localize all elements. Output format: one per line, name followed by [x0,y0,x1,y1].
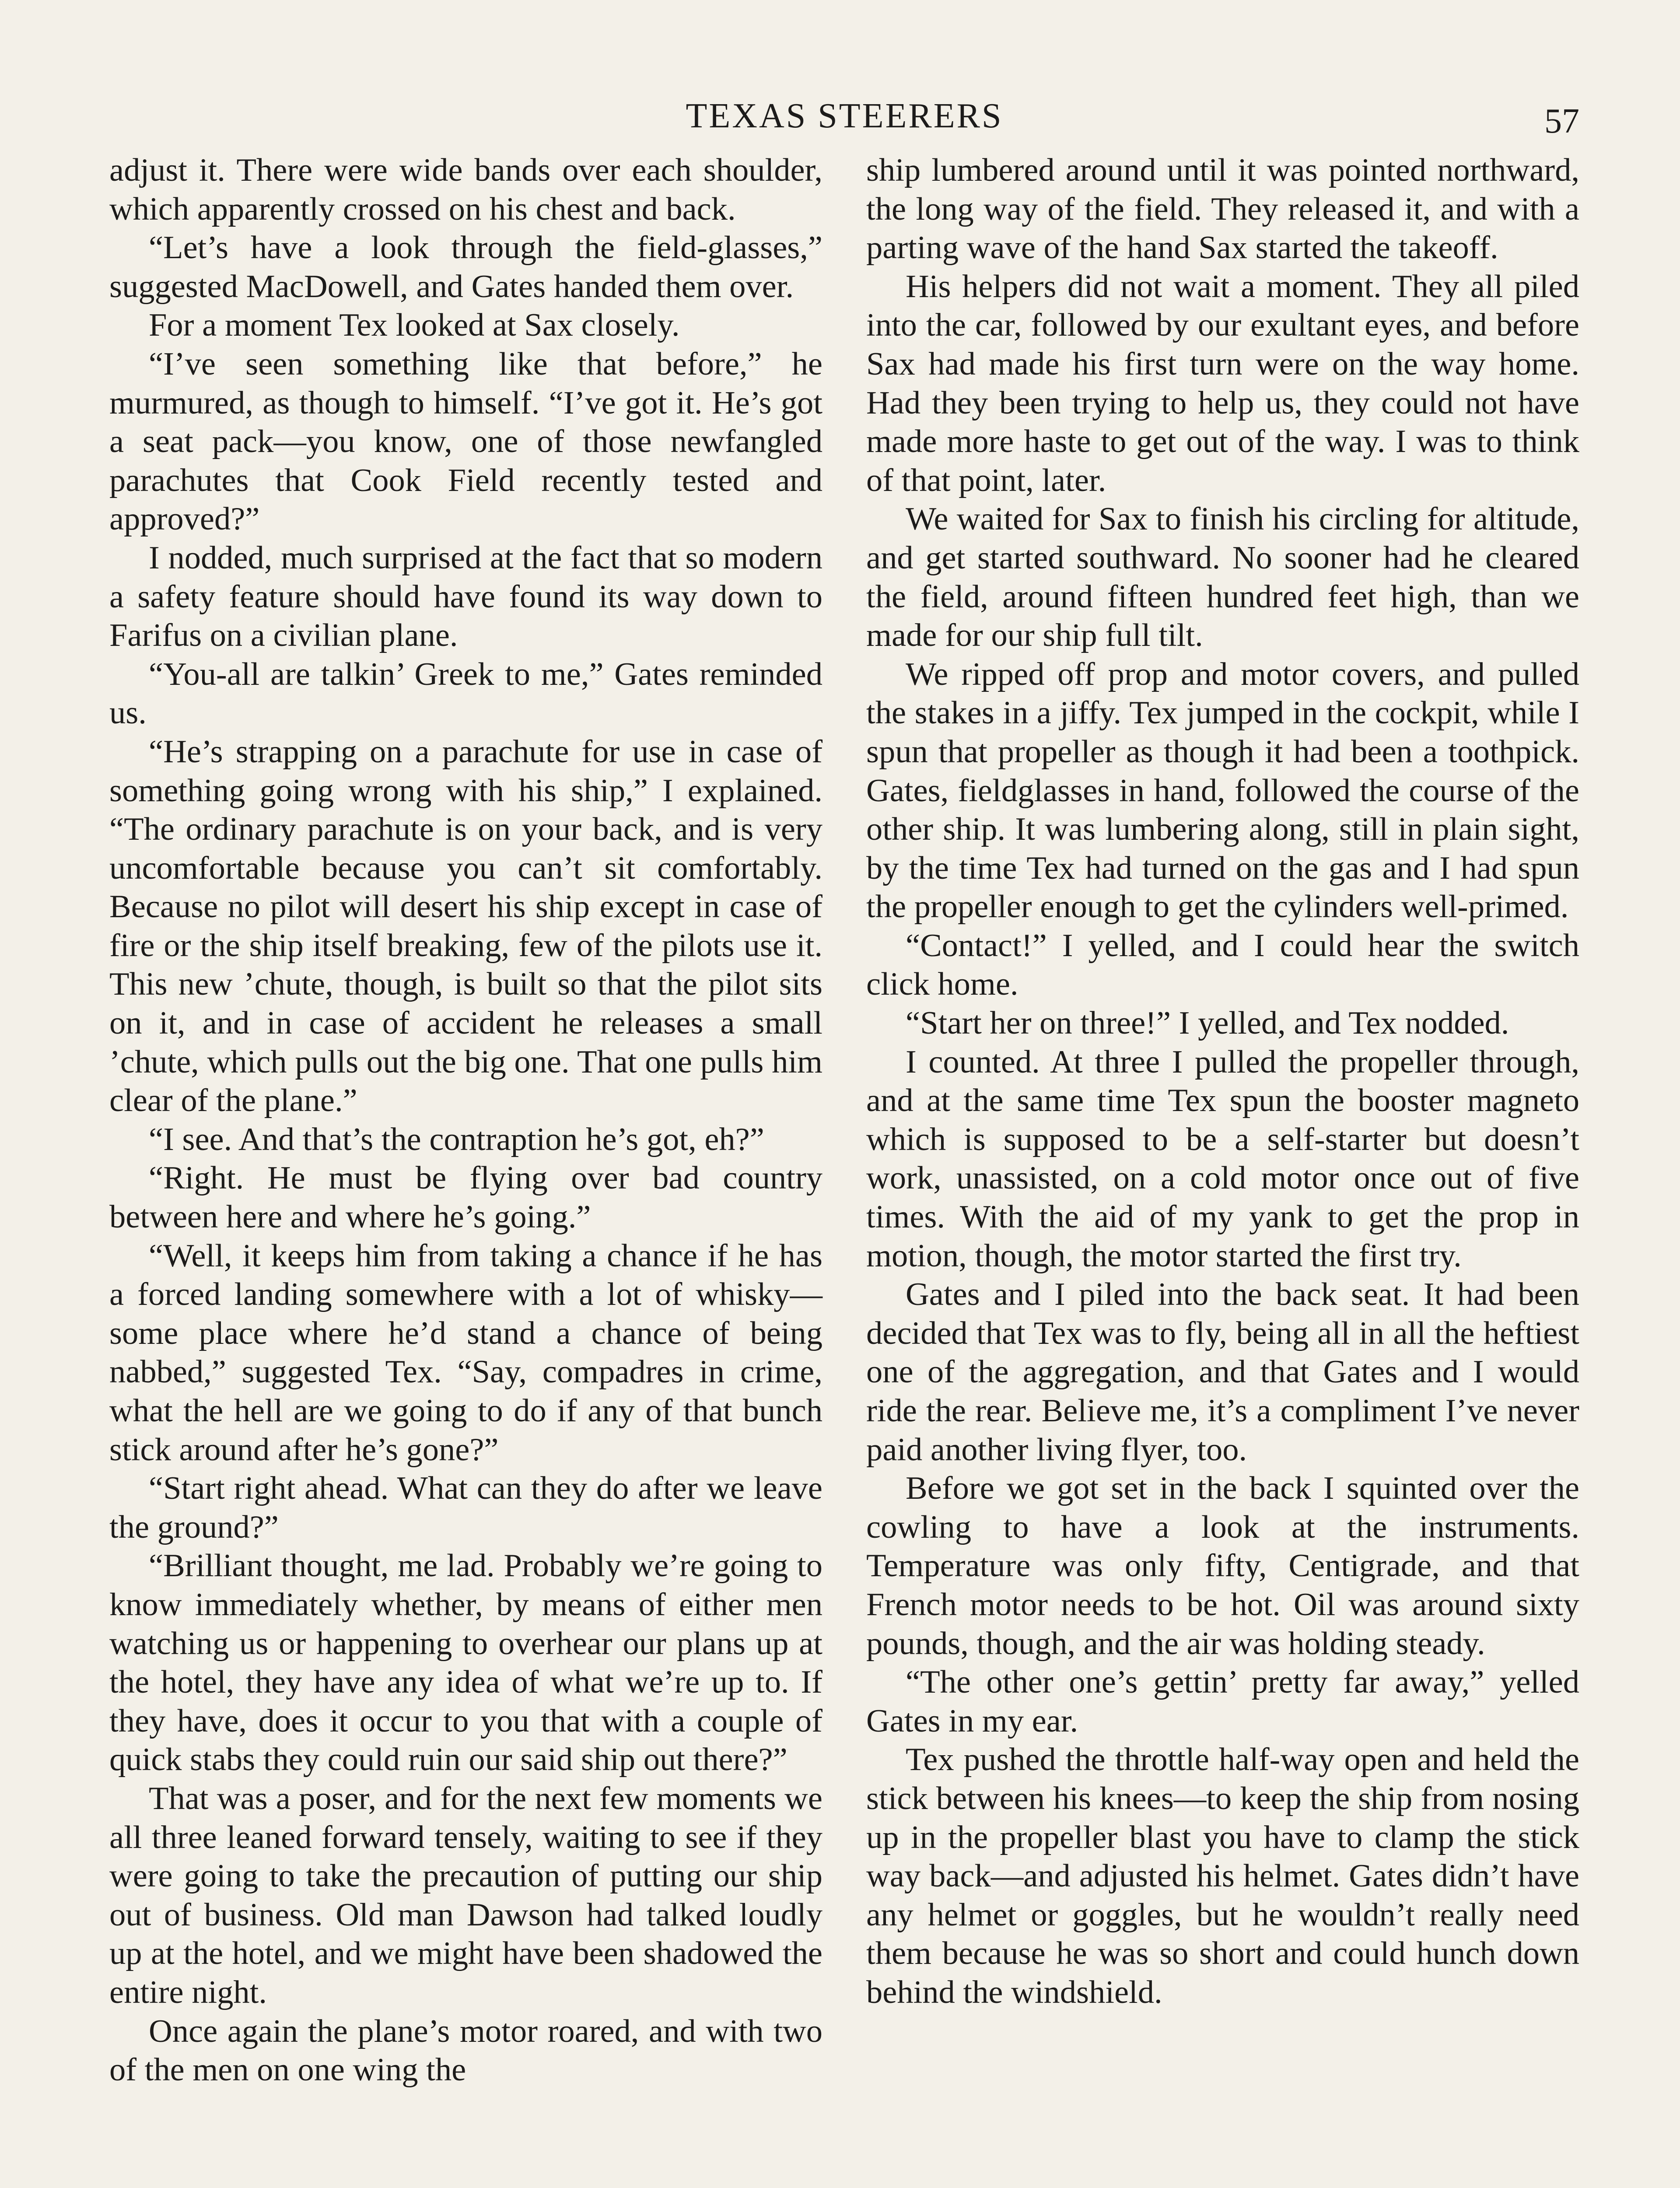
paragraph: I counted. At three I pulled the propeller through, and at the same time Tex spun the booster magneto which is supposed to be a self-starter but doesn’t work, unassisted, on a cold motor once out of five times. With the aid of my yank to get the prop in motion, though, the motor started the first try. [866,1044,1579,1274]
paragraph: Gates and I piled into the back seat. It had been decided that Tex was to fly, being all in all the heftiest one of the aggregation, and that Gates and I would ride the rear. Believe me, it’s a compliment I’ve never paid another living flyer, too. [866,1276,1579,1468]
paragraph: “Right. He must be flying over bad country between here and where he’s going.” [109,1160,822,1235]
page-number: 57 [1544,102,1579,140]
page-header [109,94,1579,142]
paragraph: “He’s strapping on a parachute for use in case of something going wrong with his ship,” I explained. “The ordinary parachute is on your back, and is very uncomfortable because you can’t sit comfortably. Because no pilot will desert his ship except in case of fire or the ship itself breaking, few of the pilots use it. This new ’chute, though, is built so that the pilot sits on it, and in case of accident he releases a small ’chute, which pulls out the big one. That one pulls him clear of the plane.” [109,733,822,1119]
paragraph: We waited for Sax to finish his circling for altitude, and get started southward. No sooner had he cleared the field, around fifteen hundred feet high, than we made for our ship full tilt. [866,501,1579,654]
paragraph: “Start her on three!” I yelled, and Tex nodded. [906,1005,1509,1041]
paragraph: “Contact!” I yelled, and I could hear the switch click home. [866,927,1579,1003]
paragraph: For a moment Tex looked at Sax closely. [149,307,680,344]
paragraph: “I see. And that’s the contraption he’s got, eh?” [149,1121,764,1157]
paragraph: Tex pushed the throttle half-way open and held the stick between his knees—to keep the ship from nosing up in the propeller blast you have to clamp the stick way back—and adjusted his helmet. Gates didn’t have any helmet or goggles, but he wouldn’t really need them because he was so short and could hunch down behind the windshield. [866,1742,1579,2010]
paragraph: That was a poser, and for the next few moments we all three leaned forward tensely, waiting to see if they were going to take the precaution of putting our ship out of business. Old man Dawson had talked loudly up at the hotel, and we might have been shadowed the entire night. [109,1780,822,2010]
right-column [866,151,1579,2012]
left-column [109,151,822,2090]
paragraph: His helpers did not wait a moment. They all piled into the car, followed by our exultant eyes, and before Sax had made his first turn were on the way home. Had they been trying to help us, they could not have made more haste to get out of the way. I was to think of that point, later. [866,268,1579,498]
paragraph: “I’ve seen something like that before,” he murmured, as though to himself. “I’ve got it. He’s got a seat pack—you know, one of those newfangled parachutes that Cook Field recently tested and approved?” [109,346,822,537]
paragraph: “The other one’s gettin’ pretty far away,” yelled Gates in my ear. [866,1664,1579,1739]
paragraph: I nodded, much surprised at the fact that so modern a safety feature should have found its way down to Farifus on a civilian plane. [109,540,822,654]
paragraph: Once again the plane’s motor roared, and with two of the men on one wing the [109,2013,822,2088]
running-head: TEXAS STEERERS [686,97,1003,135]
paragraph: ship lumbered around until it was pointed northward, the long way of the field. They released it, and with a parting wave of the hand Sax started the takeoff. [866,152,1579,266]
paragraph: “Let’s have a look through the field-glasses,” suggested MacDowell, and Gates handed them over. [109,230,822,305]
paragraph: adjust it. There were wide bands over each shoulder, which apparently crossed on his chest and back. [109,152,822,227]
paragraph: “Well, it keeps him from taking a chance if he has a forced landing somewhere with a lot of whisky—some place where he’d stand a chance of being nabbed,” suggested Tex. “Say, compadres in crime, what the hell are we going to do if any of that bunch stick around after he’s gone?” [109,1238,822,1468]
paragraph: “You-all are talkin’ Greek to me,” Gates reminded us. [109,656,822,731]
paragraph: “Brilliant thought, me lad. Probably we’re going to know immediately whether, by means of either men watching us or happening to overhear our plans up at the hotel, they have any idea of what we’re up to. If they have, does it occur to you that with a couple of quick stabs they could ruin our said ship out there?” [109,1548,822,1778]
paragraph: We ripped off prop and motor covers, and pulled the stakes in a jiffy. Tex jumped in the cockpit, while I spun that propeller as though it had been a toothpick. Gates, fieldglasses in hand, followed the course of the other ship. It was lumbering along, still in plain sight, by the time Tex had turned on the gas and I had spun the propeller enough to get the cylinders well-primed. [866,656,1579,925]
paragraph: “Start right ahead. What can they do after we leave the ground?” [109,1470,822,1545]
paragraph: Before we got set in the back I squinted over the cowling to have a look at the instruments. Temperature was only fifty, Centigrade, and that French motor needs to be hot. Oil was around sixty pounds, though, and the air was holding steady. [866,1470,1579,1662]
